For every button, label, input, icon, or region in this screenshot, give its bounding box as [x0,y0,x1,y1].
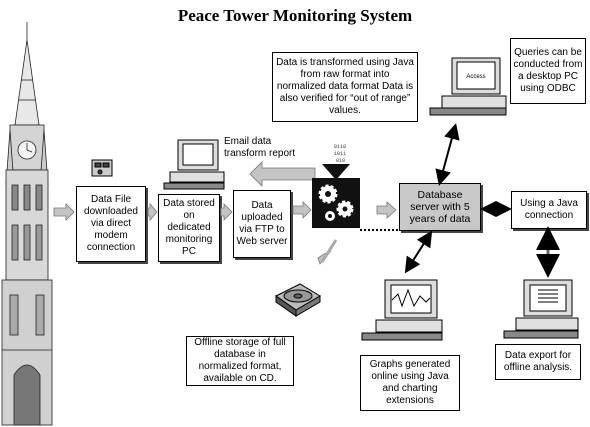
flow-arrow-processor-to-db [377,202,396,218]
hard-disk-icon [276,284,320,316]
computer-icon [504,280,578,338]
data-export-box: Data export for offline analysis. [495,344,581,380]
flow-arrow-stored-to-uploaded [221,204,232,220]
computer-icon [430,58,506,115]
computer-icon [164,140,224,189]
email-report-label: Email data transform report [224,136,296,159]
flow-arrow-email-report [250,162,315,186]
modem-icon [92,160,112,176]
flow-arrow-tower-to-file [54,204,74,220]
offline-arrow-line [322,240,336,262]
screen-access-text: Access [466,74,486,80]
arrow-db-to-queries-pc [440,127,455,182]
graphs-box: Graphs generated online using Java and charting extensions [360,355,460,411]
svg-text:0110: 0110 [334,144,347,150]
java-connection-box: Using a Java connection [511,191,587,229]
flow-arrow-file-to-stored [148,204,157,220]
data-stored-box: Data stored on dedicated monitoring PC [158,194,220,262]
svg-text:1011: 1011 [334,151,347,157]
data-uploaded-box: Data uploaded via FTP to Web server [233,190,291,258]
arrow-db-to-graphs-pc [407,234,430,270]
gears-icon [312,164,360,228]
data-file-box: Data File downloaded via direct modem connection [76,186,146,262]
transform-note-box: Data is transformed using Java from raw format into normalized data format Data is also verified for “out of range” values. [272,52,418,122]
svg-text:010: 010 [336,158,346,164]
diagram-title: Peace Tower Monitoring System [177,6,413,25]
database-server-box: Database server with 5 years of data [399,183,481,231]
offline-storage-box: Offline storage of full database in normalized format, available on CD. [186,336,294,386]
queries-box: Queries can be conducted from a desktop PC using ODBC [510,38,586,104]
flow-arrow-uploaded-to-processor [293,202,311,218]
computer-icon [362,280,442,340]
binary-data-icon [334,144,346,164]
